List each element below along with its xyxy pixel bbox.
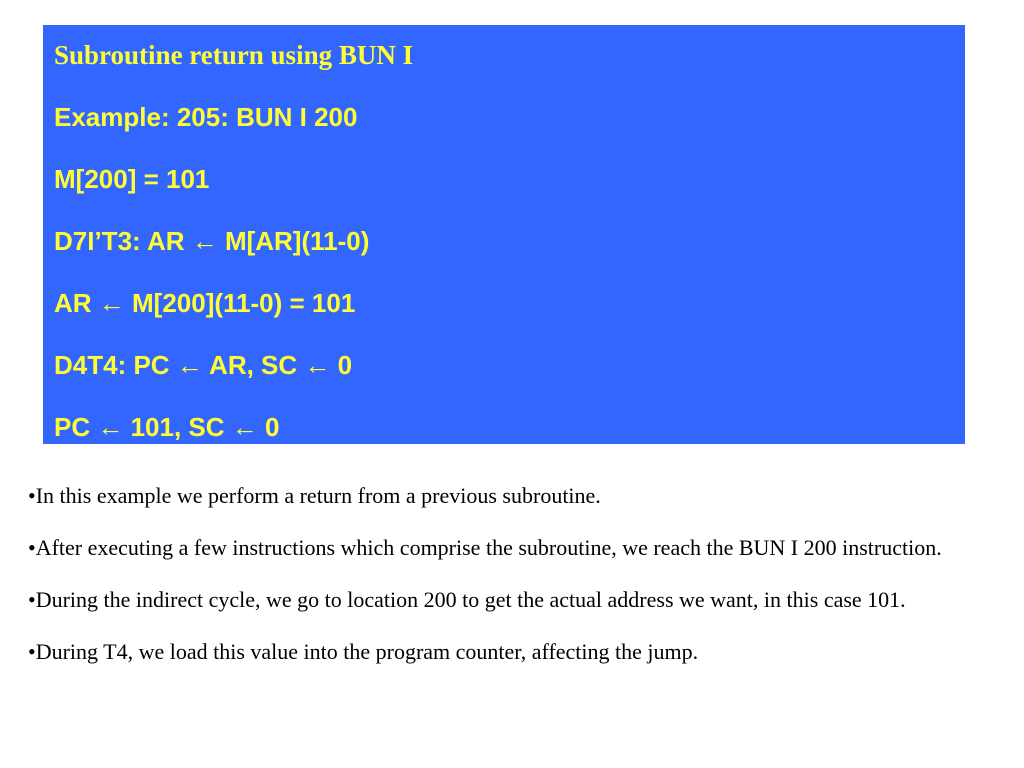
box-line-t3-step: D7I’T3: AR ← M[AR](11-0) bbox=[54, 226, 370, 256]
bullet-marker: • bbox=[28, 483, 36, 508]
bullet-text: In this example we perform a return from a previous subroutine. bbox=[35, 483, 601, 508]
box-line-ar-result: AR ← M[200](11-0) = 101 bbox=[54, 288, 356, 318]
bullet-list bbox=[28, 480, 988, 688]
highlight-box bbox=[43, 25, 965, 444]
bullet-item bbox=[28, 636, 988, 668]
bullet-marker: • bbox=[28, 639, 36, 664]
bullet-marker: • bbox=[28, 587, 36, 612]
bullet-marker: • bbox=[28, 535, 36, 560]
bullet-text: After executing a few instructions which comprise the subroutine, we reach the BUN I 200 instruction. bbox=[35, 535, 942, 560]
box-line-example: Example: 205: BUN I 200 bbox=[54, 102, 358, 132]
box-line-pc-result: PC ← 101, SC ← 0 bbox=[54, 412, 280, 442]
bullet-item bbox=[28, 532, 988, 564]
bullet-item bbox=[28, 480, 988, 512]
box-line-memory: M[200] = 101 bbox=[54, 164, 210, 194]
bullet-text: During T4, we load this value into the program counter, affecting the jump. bbox=[35, 639, 699, 664]
box-title: Subroutine return using BUN I bbox=[54, 40, 414, 70]
bullet-text: During the indirect cycle, we go to location 200 to get the actual address we want, in this case 101. bbox=[35, 587, 906, 612]
bullet-item bbox=[28, 584, 988, 616]
box-line-t4-step: D4T4: PC ← AR, SC ← 0 bbox=[54, 350, 353, 380]
